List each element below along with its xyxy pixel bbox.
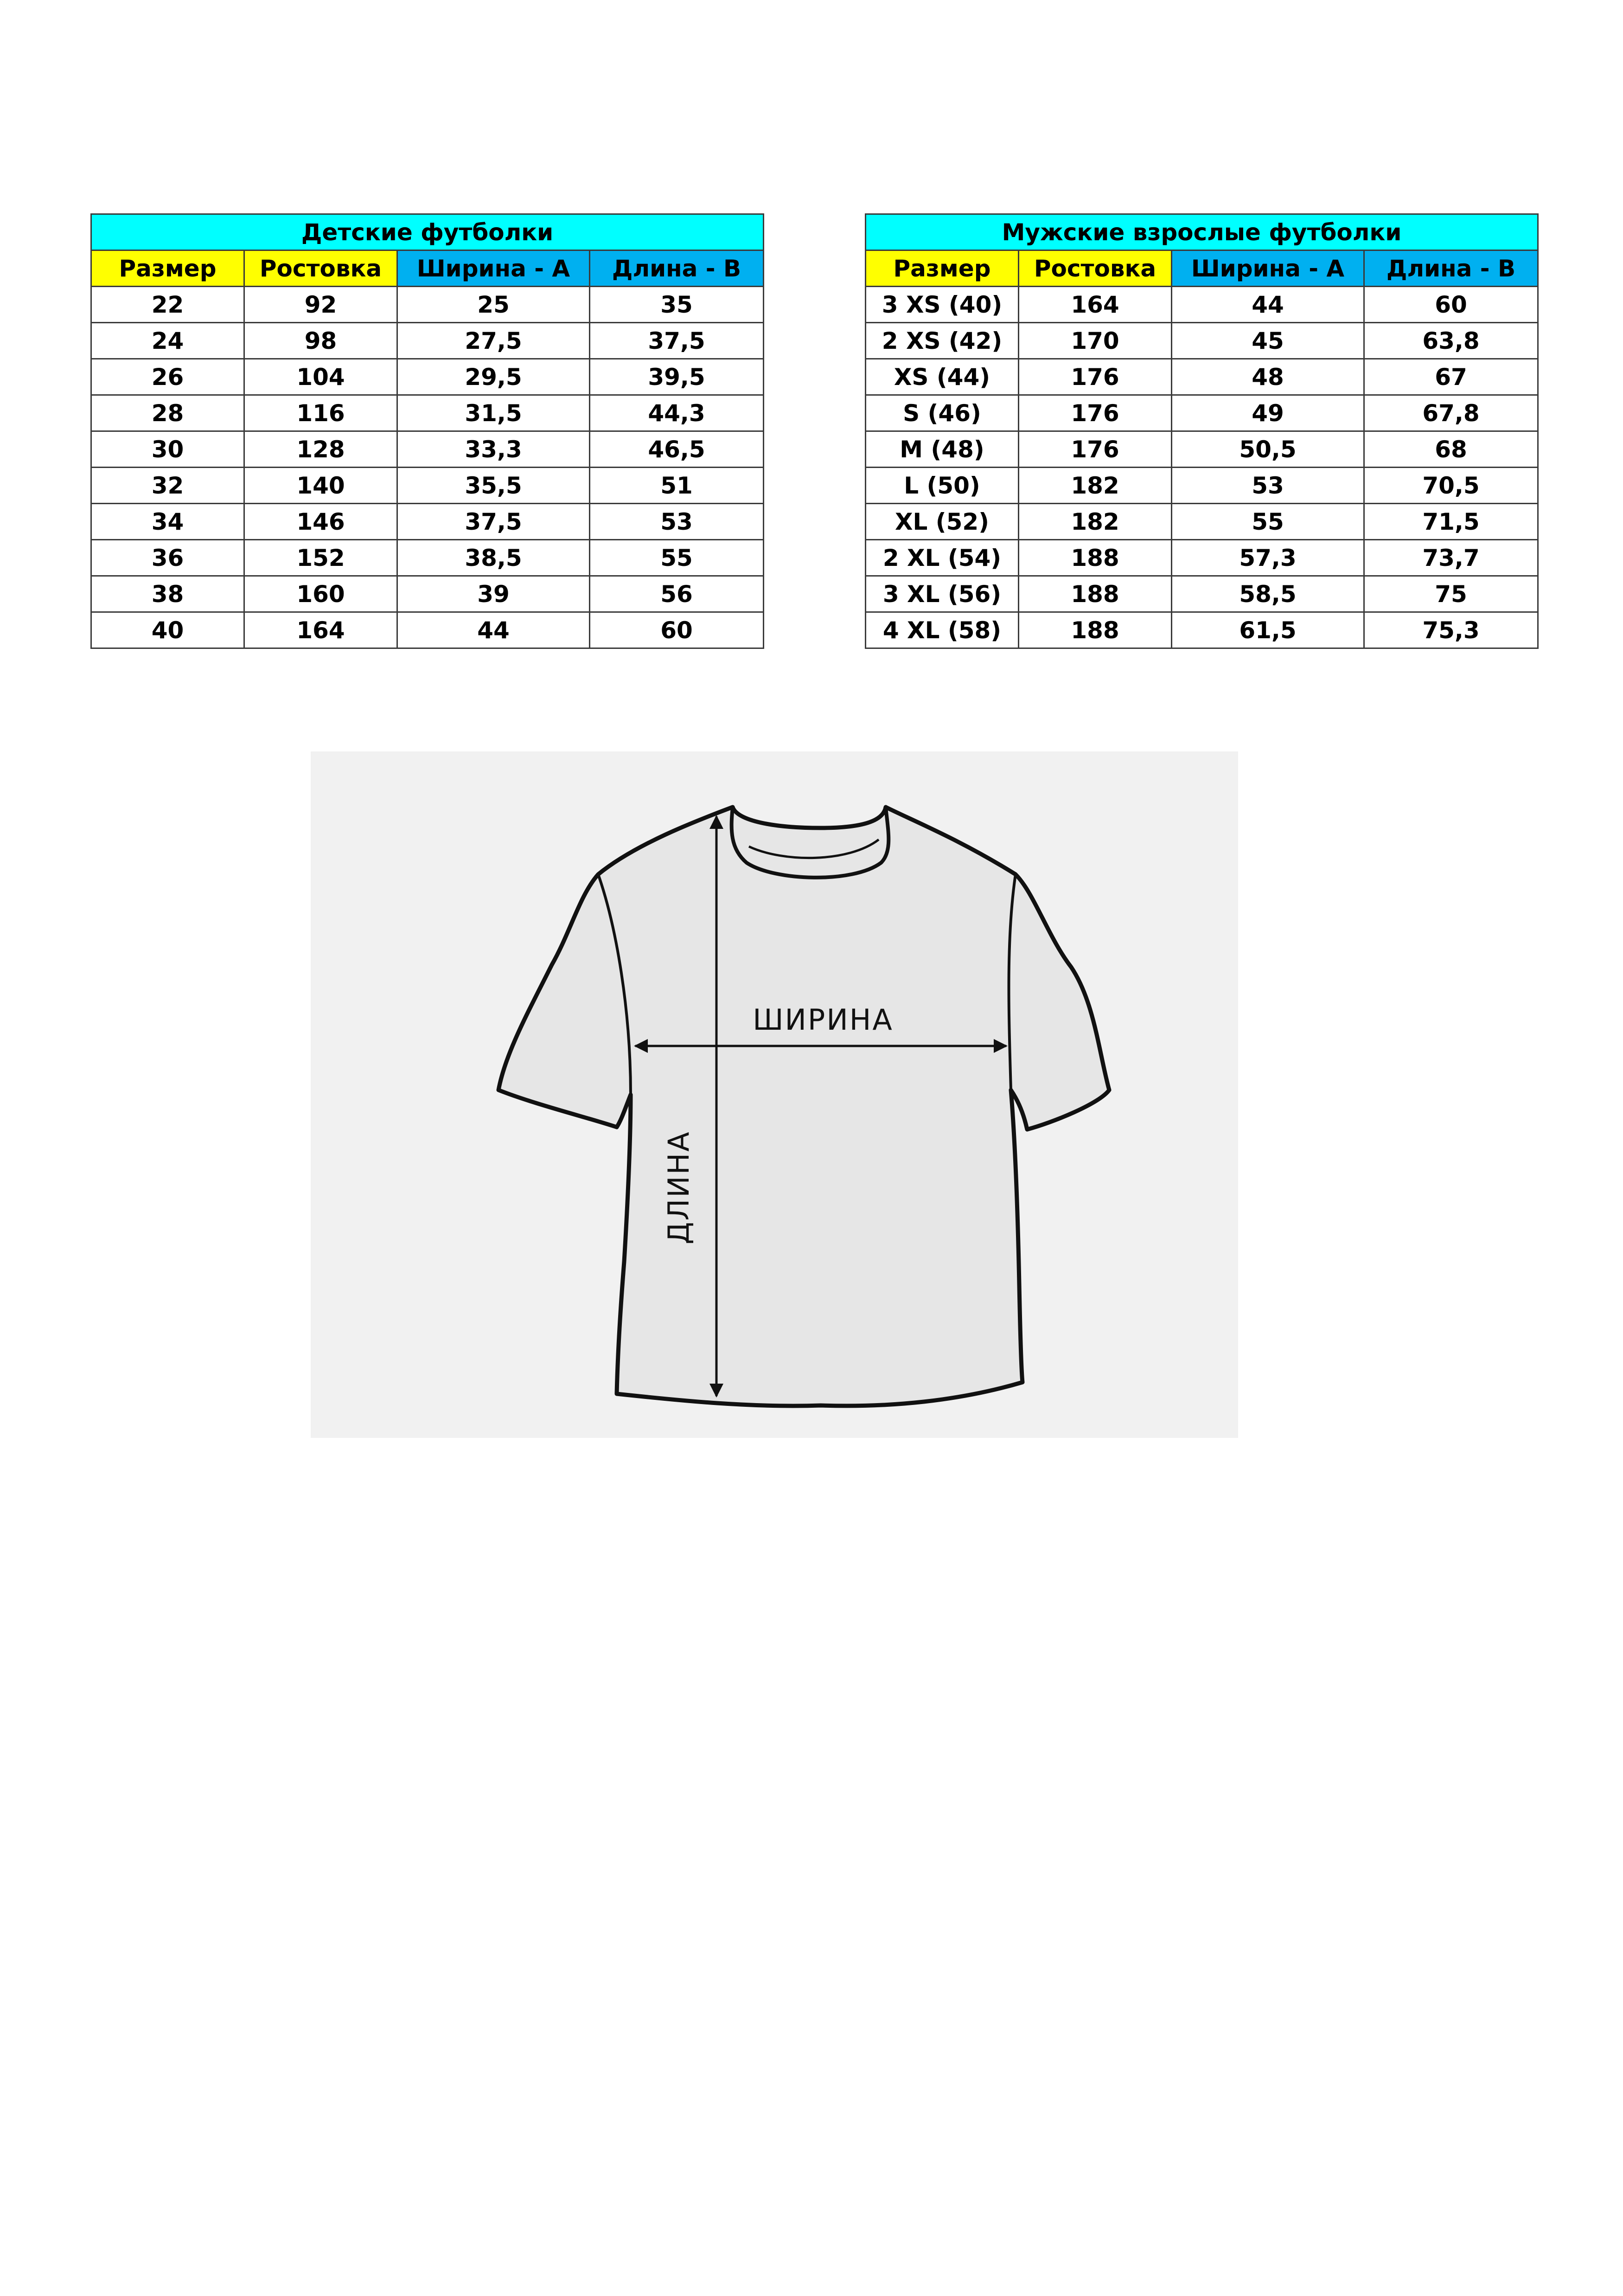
men-table-row <box>866 395 1538 431</box>
men-header-width: Ширина - А <box>1172 250 1364 287</box>
men-cell-size: 2 XS (42) <box>866 323 1019 359</box>
kids-cell-size: 28 <box>91 395 244 431</box>
kids-cell-height: 98 <box>244 323 397 359</box>
kids-cell-height: 128 <box>244 431 397 468</box>
kids-cell-size: 24 <box>91 323 244 359</box>
kids-cell-width: 35,5 <box>397 468 590 504</box>
men-cell-length: 60 <box>1364 287 1538 323</box>
kids-cell-height: 164 <box>244 612 397 648</box>
kids-header-length: Длина - В <box>590 250 764 287</box>
kids-cell-size: 36 <box>91 540 244 576</box>
kids-cell-width: 31,5 <box>397 395 590 431</box>
kids-cell-length: 35 <box>590 287 764 323</box>
kids-cell-size: 40 <box>91 612 244 648</box>
kids-header-width: Ширина - А <box>397 250 590 287</box>
length-label: ДЛИНА <box>662 1130 696 1244</box>
kids-table-row <box>91 612 764 648</box>
men-cell-length: 63,8 <box>1364 323 1538 359</box>
men-table-row <box>866 540 1538 576</box>
kids-cell-length: 39,5 <box>590 359 764 395</box>
men-cell-width: 57,3 <box>1172 540 1364 576</box>
men-cell-width: 55 <box>1172 504 1364 540</box>
kids-cell-width: 39 <box>397 576 590 612</box>
men-table-row <box>866 323 1538 359</box>
kids-cell-width: 38,5 <box>397 540 590 576</box>
men-cell-size: M (48) <box>866 431 1019 468</box>
kids-cell-length: 37,5 <box>590 323 764 359</box>
men-cell-width: 53 <box>1172 468 1364 504</box>
kids-table-row <box>91 395 764 431</box>
kids-cell-length: 46,5 <box>590 431 764 468</box>
kids-cell-width: 27,5 <box>397 323 590 359</box>
men-cell-size: XS (44) <box>866 359 1019 395</box>
kids-cell-size: 38 <box>91 576 244 612</box>
kids-cell-width: 25 <box>397 287 590 323</box>
men-cell-size: 2 XL (54) <box>866 540 1019 576</box>
men-cell-size: XL (52) <box>866 504 1019 540</box>
men-cell-length: 75,3 <box>1364 612 1538 648</box>
men-cell-width: 48 <box>1172 359 1364 395</box>
men-cell-length: 67 <box>1364 359 1538 395</box>
kids-cell-length: 44,3 <box>590 395 764 431</box>
kids-cell-length: 60 <box>590 612 764 648</box>
kids-table-row <box>91 540 764 576</box>
kids-cell-width: 37,5 <box>397 504 590 540</box>
men-table-row <box>866 431 1538 468</box>
men-cell-size: S (46) <box>866 395 1019 431</box>
men-cell-width: 45 <box>1172 323 1364 359</box>
kids-table-row <box>91 576 764 612</box>
width-label: ШИРИНА <box>753 1003 894 1037</box>
men-cell-width: 50,5 <box>1172 431 1364 468</box>
kids-header-height: Ростовка <box>244 250 397 287</box>
kids-cell-size: 32 <box>91 468 244 504</box>
men-size-table <box>865 213 1539 649</box>
men-cell-size: 3 XL (56) <box>866 576 1019 612</box>
kids-header-size: Размер <box>91 250 244 287</box>
men-cell-height: 182 <box>1019 468 1172 504</box>
kids-table-row <box>91 431 764 468</box>
kids-cell-size: 34 <box>91 504 244 540</box>
kids-cell-height: 152 <box>244 540 397 576</box>
kids-table-row <box>91 468 764 504</box>
kids-cell-length: 53 <box>590 504 764 540</box>
men-cell-length: 68 <box>1364 431 1538 468</box>
kids-size-table <box>90 213 764 649</box>
men-cell-height: 176 <box>1019 395 1172 431</box>
men-cell-size: 3 XS (40) <box>866 287 1019 323</box>
men-table-row <box>866 576 1538 612</box>
tshirt-measurement-diagram <box>311 751 1238 1438</box>
kids-table-row <box>91 323 764 359</box>
men-cell-size: 4 XL (58) <box>866 612 1019 648</box>
men-table-row <box>866 468 1538 504</box>
men-cell-height: 170 <box>1019 323 1172 359</box>
men-header-height: Ростовка <box>1019 250 1172 287</box>
kids-cell-length: 56 <box>590 576 764 612</box>
men-cell-width: 44 <box>1172 287 1364 323</box>
men-cell-height: 182 <box>1019 504 1172 540</box>
kids-cell-height: 146 <box>244 504 397 540</box>
men-cell-height: 188 <box>1019 540 1172 576</box>
kids-cell-height: 116 <box>244 395 397 431</box>
kids-cell-width: 33,3 <box>397 431 590 468</box>
kids-cell-length: 51 <box>590 468 764 504</box>
kids-cell-width: 29,5 <box>397 359 590 395</box>
men-cell-width: 61,5 <box>1172 612 1364 648</box>
men-cell-length: 67,8 <box>1364 395 1538 431</box>
men-cell-height: 176 <box>1019 359 1172 395</box>
kids-cell-height: 92 <box>244 287 397 323</box>
kids-cell-size: 26 <box>91 359 244 395</box>
men-cell-width: 49 <box>1172 395 1364 431</box>
men-table-title: Мужские взрослые футболки <box>866 214 1538 250</box>
men-cell-length: 70,5 <box>1364 468 1538 504</box>
kids-cell-size: 30 <box>91 431 244 468</box>
kids-cell-height: 104 <box>244 359 397 395</box>
men-table-row <box>866 504 1538 540</box>
men-cell-height: 188 <box>1019 576 1172 612</box>
kids-table-title: Детские футболки <box>91 214 764 250</box>
men-table-row <box>866 612 1538 648</box>
men-cell-height: 176 <box>1019 431 1172 468</box>
men-cell-length: 75 <box>1364 576 1538 612</box>
men-cell-width: 58,5 <box>1172 576 1364 612</box>
kids-table-row <box>91 287 764 323</box>
men-table-row <box>866 287 1538 323</box>
kids-table-row <box>91 504 764 540</box>
kids-cell-height: 140 <box>244 468 397 504</box>
kids-table-row <box>91 359 764 395</box>
kids-cell-length: 55 <box>590 540 764 576</box>
kids-cell-width: 44 <box>397 612 590 648</box>
men-cell-height: 188 <box>1019 612 1172 648</box>
men-cell-length: 71,5 <box>1364 504 1538 540</box>
men-cell-size: L (50) <box>866 468 1019 504</box>
men-cell-length: 73,7 <box>1364 540 1538 576</box>
kids-cell-height: 160 <box>244 576 397 612</box>
men-header-length: Длина - В <box>1364 250 1538 287</box>
kids-cell-size: 22 <box>91 287 244 323</box>
men-table-row <box>866 359 1538 395</box>
men-header-size: Размер <box>866 250 1019 287</box>
men-cell-height: 164 <box>1019 287 1172 323</box>
